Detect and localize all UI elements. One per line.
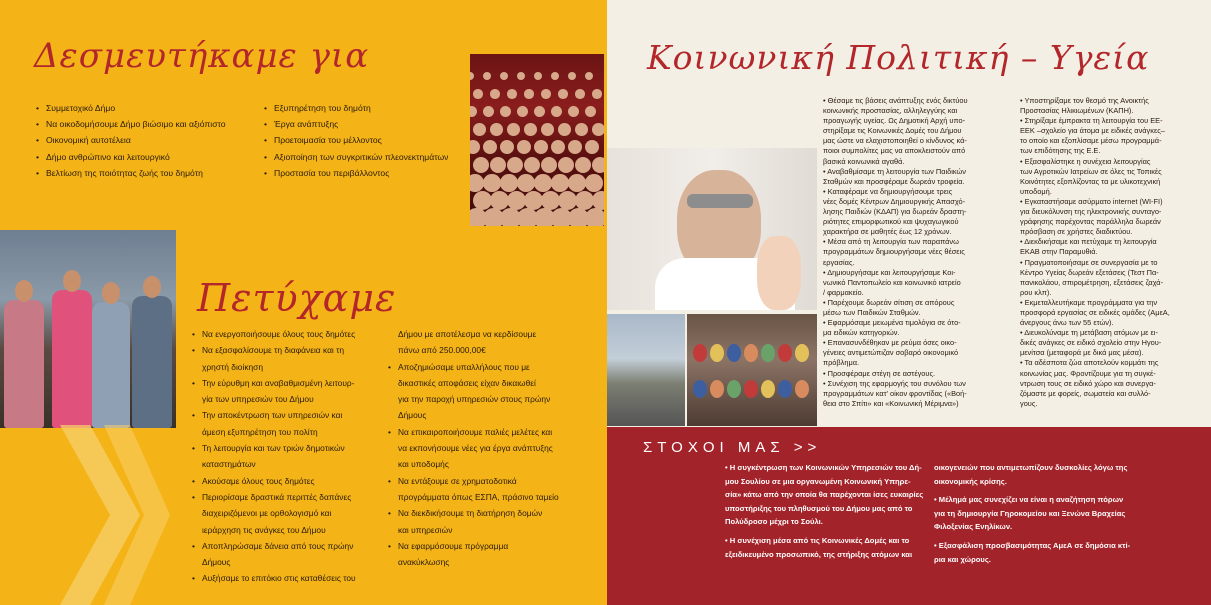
audience-head [575, 123, 588, 136]
audience-head [551, 72, 559, 80]
text-line: • Η συνέχιση μέσα από τις Κοινωνικές Δομές και το [725, 535, 910, 545]
audience-head [473, 157, 489, 173]
text-line: • Την αποκέντρωση των υπηρεσιών και [190, 407, 356, 423]
text-line: • Εξασφάλιση προσβασιμότητας ΑμεΑ σε δημόσια κτί- [934, 540, 1131, 550]
audience-head [517, 106, 528, 117]
audience-head [551, 140, 565, 154]
audience-head [575, 89, 585, 99]
audience-head [585, 174, 603, 192]
list-item: • Προετοιμασία του μέλλοντος [262, 132, 448, 148]
child-figure [761, 380, 775, 398]
audience-head [500, 174, 518, 192]
goals-title: ΣΤΟΧΟΙ ΜΑΣ >> [643, 439, 822, 456]
text-line: άνεργους άνω των 55 ετών). [1020, 318, 1114, 328]
audience-head [558, 123, 571, 136]
text-line: ΕΚΑΒ στην Παραμυθιά. [1020, 247, 1098, 257]
text-line: • Θέσαμε τις βάσεις ανάπτυξης ενός δικτύου [823, 96, 968, 105]
audience-head [517, 174, 535, 192]
text-line: οικονομικής κρίσης. [934, 476, 1007, 486]
person-figure [92, 302, 130, 428]
text-line: μου Σουλίου σε μια οργανωμένη Κοινωνική Υπηρε- [725, 476, 911, 486]
text-line: • Πραγματοποιήσαμε σε συνεργασία με το [1020, 257, 1158, 267]
audience-head [568, 72, 576, 80]
audience-head [592, 157, 604, 173]
audience-head [524, 89, 534, 99]
child-figure [761, 344, 775, 362]
text-line: • Παρέχουμε δωρεάν σίτιση σε απόρους [823, 297, 955, 307]
person-head [63, 270, 81, 292]
text-line: μέσω των Παιδικών Σταθμών. [823, 307, 921, 317]
list-item: • Βελτίωση της ποιότητας ζωής του δημότη [34, 165, 226, 181]
audience-head [524, 157, 540, 173]
audience-head [483, 106, 494, 117]
text-line: κοινωνίας μας. Φροντίζουμε για τη συγκέ- [1020, 368, 1156, 378]
chevron-decoration-icon [60, 425, 170, 605]
text-line: γένειες αντιμετώπιζαν σοβαρό οικονομικό [823, 348, 959, 358]
text-line: νωνικό Παντοπωλείο και κοινωνικό ιατρείο [823, 277, 961, 287]
child-figure [778, 344, 792, 362]
text-line: το οποίο και εξοπλίσαμε μέσω προγραμμά- [1020, 136, 1162, 146]
text-line: υποδομή. [1020, 186, 1052, 196]
text-line: • Διευκολύναμε τη μετάβαση ατόμων με ει- [1020, 328, 1158, 338]
audience-head [541, 157, 557, 173]
person-head [143, 276, 161, 298]
social-health-title: Κοινωνική Πολιτική – Υγεία [647, 38, 1150, 77]
text-line: μας ώστε να ελαχιστοποιηθεί ο κίνδυνος κά- [823, 136, 967, 146]
audience-head [483, 72, 491, 80]
text-line: ποιοι συμπολίτες μας να αποκλειστούν από [823, 146, 966, 156]
text-line: Φιλοξενίας Ενηλίκων. [934, 522, 1013, 532]
audience-head [585, 106, 596, 117]
text-line: • Συνέχιση της εφαρμογής του συνόλου των [823, 378, 966, 388]
text-line: • Αυξήσαμε το επιτόκιο στις καταθέσεις του [190, 570, 356, 586]
text-line: • Δημιουργήσαμε και λειτουργήσαμε Κοι- [823, 267, 956, 277]
text-line: • Εγκαταστήσαμε ασύρματο internet (WI-FI) [1020, 196, 1163, 206]
achievements-list-right [386, 326, 559, 570]
text-line: των επιδότησης της Ε.Ε. [1020, 146, 1101, 156]
text-line: γους. [1020, 398, 1038, 408]
achievements-list-left [190, 326, 356, 587]
text-line: γία των υπηρεσιών του Δήμου [202, 394, 314, 405]
text-line: προαγωγής υγείας. Ως Δημοτική Αρχή υπο- [823, 116, 966, 126]
text-line: • Να εξασφαλίσουμε τη διαφάνεια και τη [190, 342, 356, 358]
text-line: πρόσβαση σε χρήστες διαδικτύου. [1020, 227, 1133, 237]
text-line: νέες δομές Κέντρων Δημιουργικής Απασχό- [823, 196, 966, 206]
audience-head [483, 174, 501, 192]
audience-head [534, 106, 545, 117]
audience-head [470, 72, 474, 80]
text-line: γράφησης παρέχοντας παράλληλα δωρεάν [1020, 217, 1161, 227]
text-line: • Τα αδέσποτα ζώα αποτελούν κομμάτι της [1020, 358, 1159, 368]
text-line: πάνω από 250.000,00€ [398, 345, 486, 356]
text-line: οικογενειών που αντιμετωπίζουν δυσκολίες λόγω της [934, 463, 1128, 472]
audience-head [541, 89, 551, 99]
text-line: • Εκμεταλλευτήκαμε προγράμματα για την [1020, 297, 1158, 307]
child-figure [744, 344, 758, 362]
audience-head [473, 89, 483, 99]
text-line: υποστήριξης του πληθυσμού του Δήμου μας από το [725, 503, 913, 513]
child-figure [778, 380, 792, 398]
text-line: • Περιορίσαμε δραστικά περιττές δαπάνες [190, 489, 356, 505]
audience-head [585, 72, 593, 80]
person-head [15, 280, 33, 302]
text-line: • Να εντάξουμε σε χρηματοδοτικά [386, 473, 559, 489]
child-figure [727, 380, 741, 398]
list-item: • Να οικοδομήσουμε Δήμο βιώσιμο και αξιόπιστο [34, 116, 226, 132]
text-line: κοινωνικής προστασίας, αλληλεγγύης και [823, 106, 958, 116]
text-line: βασικά κοινωνικά αγαθά. [823, 156, 905, 166]
audience-head [592, 123, 604, 136]
text-line: χαρακτήρα σε μαθητές έως 12 χρόνων. [823, 227, 952, 237]
list-item: • Εξυπηρέτηση του δημότη [262, 100, 448, 116]
text-line: Δήμους [202, 557, 231, 568]
child-figure [744, 380, 758, 398]
text-line: ρια και χώρους. [934, 554, 991, 564]
list-item: • Αξιοποίηση των συγκριτικών πλεονεκτημάτων [262, 149, 448, 165]
child-figure [795, 380, 809, 398]
text-line: δικαστικές αποφάσεις είχαν δικαιωθεί [398, 377, 536, 388]
text-line: ΕΕΚ –σχολείο για άτομα με ειδικές ανάγκες– [1020, 126, 1165, 136]
audience-head [470, 106, 477, 117]
commitments-list-left [34, 100, 226, 181]
audience-head [551, 106, 562, 117]
audience-head [490, 157, 506, 173]
text-line: Πολύδροσο μέχρι το Σούλι. [725, 517, 823, 527]
text-line: για τη δημιουργία Γηροκομείου και Ξενώνα Βραχείας [934, 508, 1126, 518]
text-line: ιεράρχηση τις ανάγκες του Δήμου [202, 524, 326, 535]
audience-head [500, 72, 508, 80]
text-line: • Η συγκέντρωση των Κοινωνικών Υπηρεσιών του Δή- [725, 463, 922, 472]
text-line: για την παροχή υπηρεσιών στους πρώην [398, 394, 551, 405]
photo-shape [687, 194, 753, 208]
text-line: • Καταφέραμε να δημιουργήσουμε τρεις [823, 186, 953, 196]
text-line: σία» κάτω από την οποία θα παρέχονται ίσες ευκαιρίες [725, 490, 924, 500]
goals-section [607, 427, 1211, 605]
audience-head [490, 89, 500, 99]
list-item: • Οικονομική αυτοτέλεια [34, 132, 226, 148]
achievements-title: Πετύχαμε [197, 276, 397, 320]
audience-head [507, 89, 517, 99]
audience-head [551, 174, 569, 192]
social-policy-text-right [1020, 96, 1208, 409]
text-line: μενίτσα (μεταφορά με δικά μας μέσα). [1020, 348, 1144, 358]
audience-head [470, 174, 484, 192]
audience-head [592, 89, 602, 99]
text-line: • Την εύρυθμη και αναβαθμισμένη λειτουρ- [190, 375, 356, 391]
text-line: δικές ανάγκες σε ειδικό σχολείο στην Ηγου- [1020, 338, 1162, 348]
text-line: μα ειδικών κατηγοριών. [823, 328, 900, 338]
text-line: • Μέσα από τη λειτουργία των παραπάνω [823, 237, 959, 247]
text-line: • Ακούσαμε όλους τους δημότες [190, 473, 356, 489]
text-line: • Διεκδικήσαμε και πετύχαμε τη λειτουργία [1020, 237, 1157, 247]
text-line: • Υποστηρίξαμε τον θεσμό της Ανοικτής [1020, 96, 1149, 105]
audience-head [490, 123, 503, 136]
child-figure [693, 344, 707, 362]
text-line: • Αναβαθμίσαμε τη λειτουργία των Παιδικών [823, 166, 966, 176]
commitments-list-right [262, 100, 448, 181]
text-line: Δήμου με αποτέλεσμα να κερδίσουμε [398, 329, 537, 339]
person-head [102, 282, 120, 304]
audience-head [585, 208, 604, 226]
town-ambulance-photo [607, 314, 685, 426]
list-item: • Προστασία του περιβάλλοντος [262, 165, 448, 181]
text-line: • Να διεκδικήσουμε τη διατήρηση δομών [386, 505, 559, 521]
person-figure [132, 296, 172, 428]
text-line: • Να εφαρμόσουμε πρόγραμμα [386, 538, 559, 554]
audience-head [568, 106, 579, 117]
text-line: ζόμαστε με φορείς, σωματεία και συλλό- [1020, 388, 1151, 398]
text-line: προγράμματα όπως ΕΣΠΑ, πράσινο ταμείο [398, 491, 559, 502]
audience-head [568, 140, 582, 154]
text-line: ανακύκλωσης [398, 557, 450, 568]
audience-head [517, 140, 531, 154]
text-line: • Αποπληρώσαμε δάνεια από τους πρώην [190, 538, 356, 554]
text-line: • Στηρίξαμε έμπρακτα τη λειτουργία του ΕΕ- [1020, 116, 1163, 126]
child-figure [693, 380, 707, 398]
audience-head [534, 140, 548, 154]
text-line: προγραμμάτων κατ' οίκον φροντίδας («Βοή- [823, 388, 967, 398]
text-line: πανικολάου, σπιρομέτρηση, εξετάσεις ζαχά- [1020, 277, 1164, 287]
text-line: θεια στο Σπίτι» και «Κοινωνική Μέριμνα») [823, 398, 959, 408]
photo-shape [757, 236, 801, 310]
public-speech-photo [0, 230, 176, 428]
audience-head [470, 140, 480, 154]
audience-head [534, 72, 542, 80]
text-line: / φαρμακείο. [823, 287, 864, 297]
text-line: • Εξασφαλίστηκε η συνέχεια λειτουργίας [1020, 156, 1151, 166]
children-activity-photo [687, 314, 817, 426]
goals-text-left [725, 461, 923, 561]
text-line: Κοινότητες εξοπλίζοντας τα με υλικοτεχνική [1020, 176, 1161, 186]
audience-head [517, 72, 525, 80]
text-line: για διευκόλυνση της ηλεκτρονικής συνταγο- [1020, 207, 1162, 217]
person-figure [4, 300, 44, 428]
text-line: λησης Παιδιών (ΚΔΑΠ) για δωρεάν δραστη- [823, 207, 967, 217]
text-line: • Να επικαιροποιήσουμε παλιές μελέτες και [386, 424, 559, 440]
audience-photo [470, 54, 604, 226]
text-line: χρηστή διοίκηση [202, 361, 263, 372]
text-line: προσφορά εργασίας σε ειδικές ομάδες (ΑμεΑ, [1020, 307, 1170, 317]
text-line: • Προσφέραμε στέγη σε αστέγους. [823, 368, 936, 378]
text-line: προγραμμάτων δημιουργήσαμε νέες θέσεις [823, 247, 965, 257]
list-item: • Δήμο ανθρώπινο και λειτουργικό [34, 149, 226, 165]
text-line: καταστημάτων [202, 459, 256, 470]
audience-head [575, 157, 591, 173]
audience-head [558, 89, 568, 99]
text-line: • Τη λειτουργία και των τριών δημοτικών [190, 440, 356, 456]
text-line: Κέντρο Υγείας δωρεάν εξετάσεις (Τεστ Πα- [1020, 267, 1159, 277]
text-line: ριότητες επιμορφωτικού και ψυχαγωγικού [823, 217, 959, 227]
audience-head [568, 174, 586, 192]
text-line: Δήμους [398, 410, 427, 421]
text-line: στηρίξαμε τις Κοινωνικές Δομές του Δήμου [823, 126, 962, 136]
text-line: Προστασίας Ηλικιωμένων (ΚΑΠΗ). [1020, 106, 1134, 116]
audience-head [585, 140, 599, 154]
right-page [607, 0, 1211, 605]
audience-head [558, 157, 574, 173]
audience-head [500, 140, 514, 154]
person-figure [52, 290, 92, 428]
text-line: διαχειριζόμενοι με ορθολογισμό και [202, 508, 332, 519]
text-line: πρόβλημα. [823, 358, 860, 368]
text-line: • Αποζημιώσαμε υπαλλήλους που με [386, 359, 559, 375]
audience-head [500, 106, 511, 117]
child-figure [727, 344, 741, 362]
text-line: εργασίας. [823, 257, 855, 267]
list-item: • Συμμετοχικό Δήμο [34, 100, 226, 116]
text-line: να εκπονήσουμε νέες για έργα ανάπτυξης [398, 443, 553, 454]
list-item: • Έργα ανάπτυξης [262, 116, 448, 132]
commitments-title: Δεσμευτήκαμε για [34, 36, 370, 76]
text-line: • Μέλημά μας συνεχίζει να είναι η αναζήτηση πόρων [934, 495, 1124, 505]
audience-head [507, 123, 520, 136]
audience-head [541, 123, 554, 136]
text-line: εξειδικευμένο προσωπικό, της στήριξης ατόμων και [725, 549, 913, 559]
child-figure [710, 380, 724, 398]
child-figure [795, 344, 809, 362]
text-line: και υπηρεσιών [398, 524, 453, 535]
audience-head [483, 140, 497, 154]
text-line: • Να ενεργοποιήσουμε όλους τους δημότες [190, 326, 356, 342]
text-line: ντρωση τους σε ειδικό χώρο και συνεργα- [1020, 378, 1156, 388]
text-line: Σταθμών και προσφέραμε δωρεάν τροφεία. [823, 176, 965, 186]
audience-head [507, 157, 523, 173]
audience-head [534, 174, 552, 192]
text-line: • Επανασυνδέθηκαν με ρεύμα όσες οικο- [823, 338, 957, 348]
social-policy-text-left [823, 96, 1013, 409]
text-line: • Εφαρμόσαμε μειωμένα τιμολόγια σε ότο- [823, 318, 961, 328]
child-figure [710, 344, 724, 362]
doctor-patient-photo [607, 148, 817, 310]
text-line: των Αγροτικών Ιατρείων σε όλες τις Τοπικές [1020, 166, 1162, 176]
audience-head [473, 123, 486, 136]
text-line: και υποδομής [398, 459, 449, 470]
goals-text-right [934, 461, 1130, 566]
text-line: ρου κλπ). [1020, 287, 1052, 297]
audience-head [524, 123, 537, 136]
text-line: άμεση εξυπηρέτηση του πολίτη [202, 426, 318, 437]
